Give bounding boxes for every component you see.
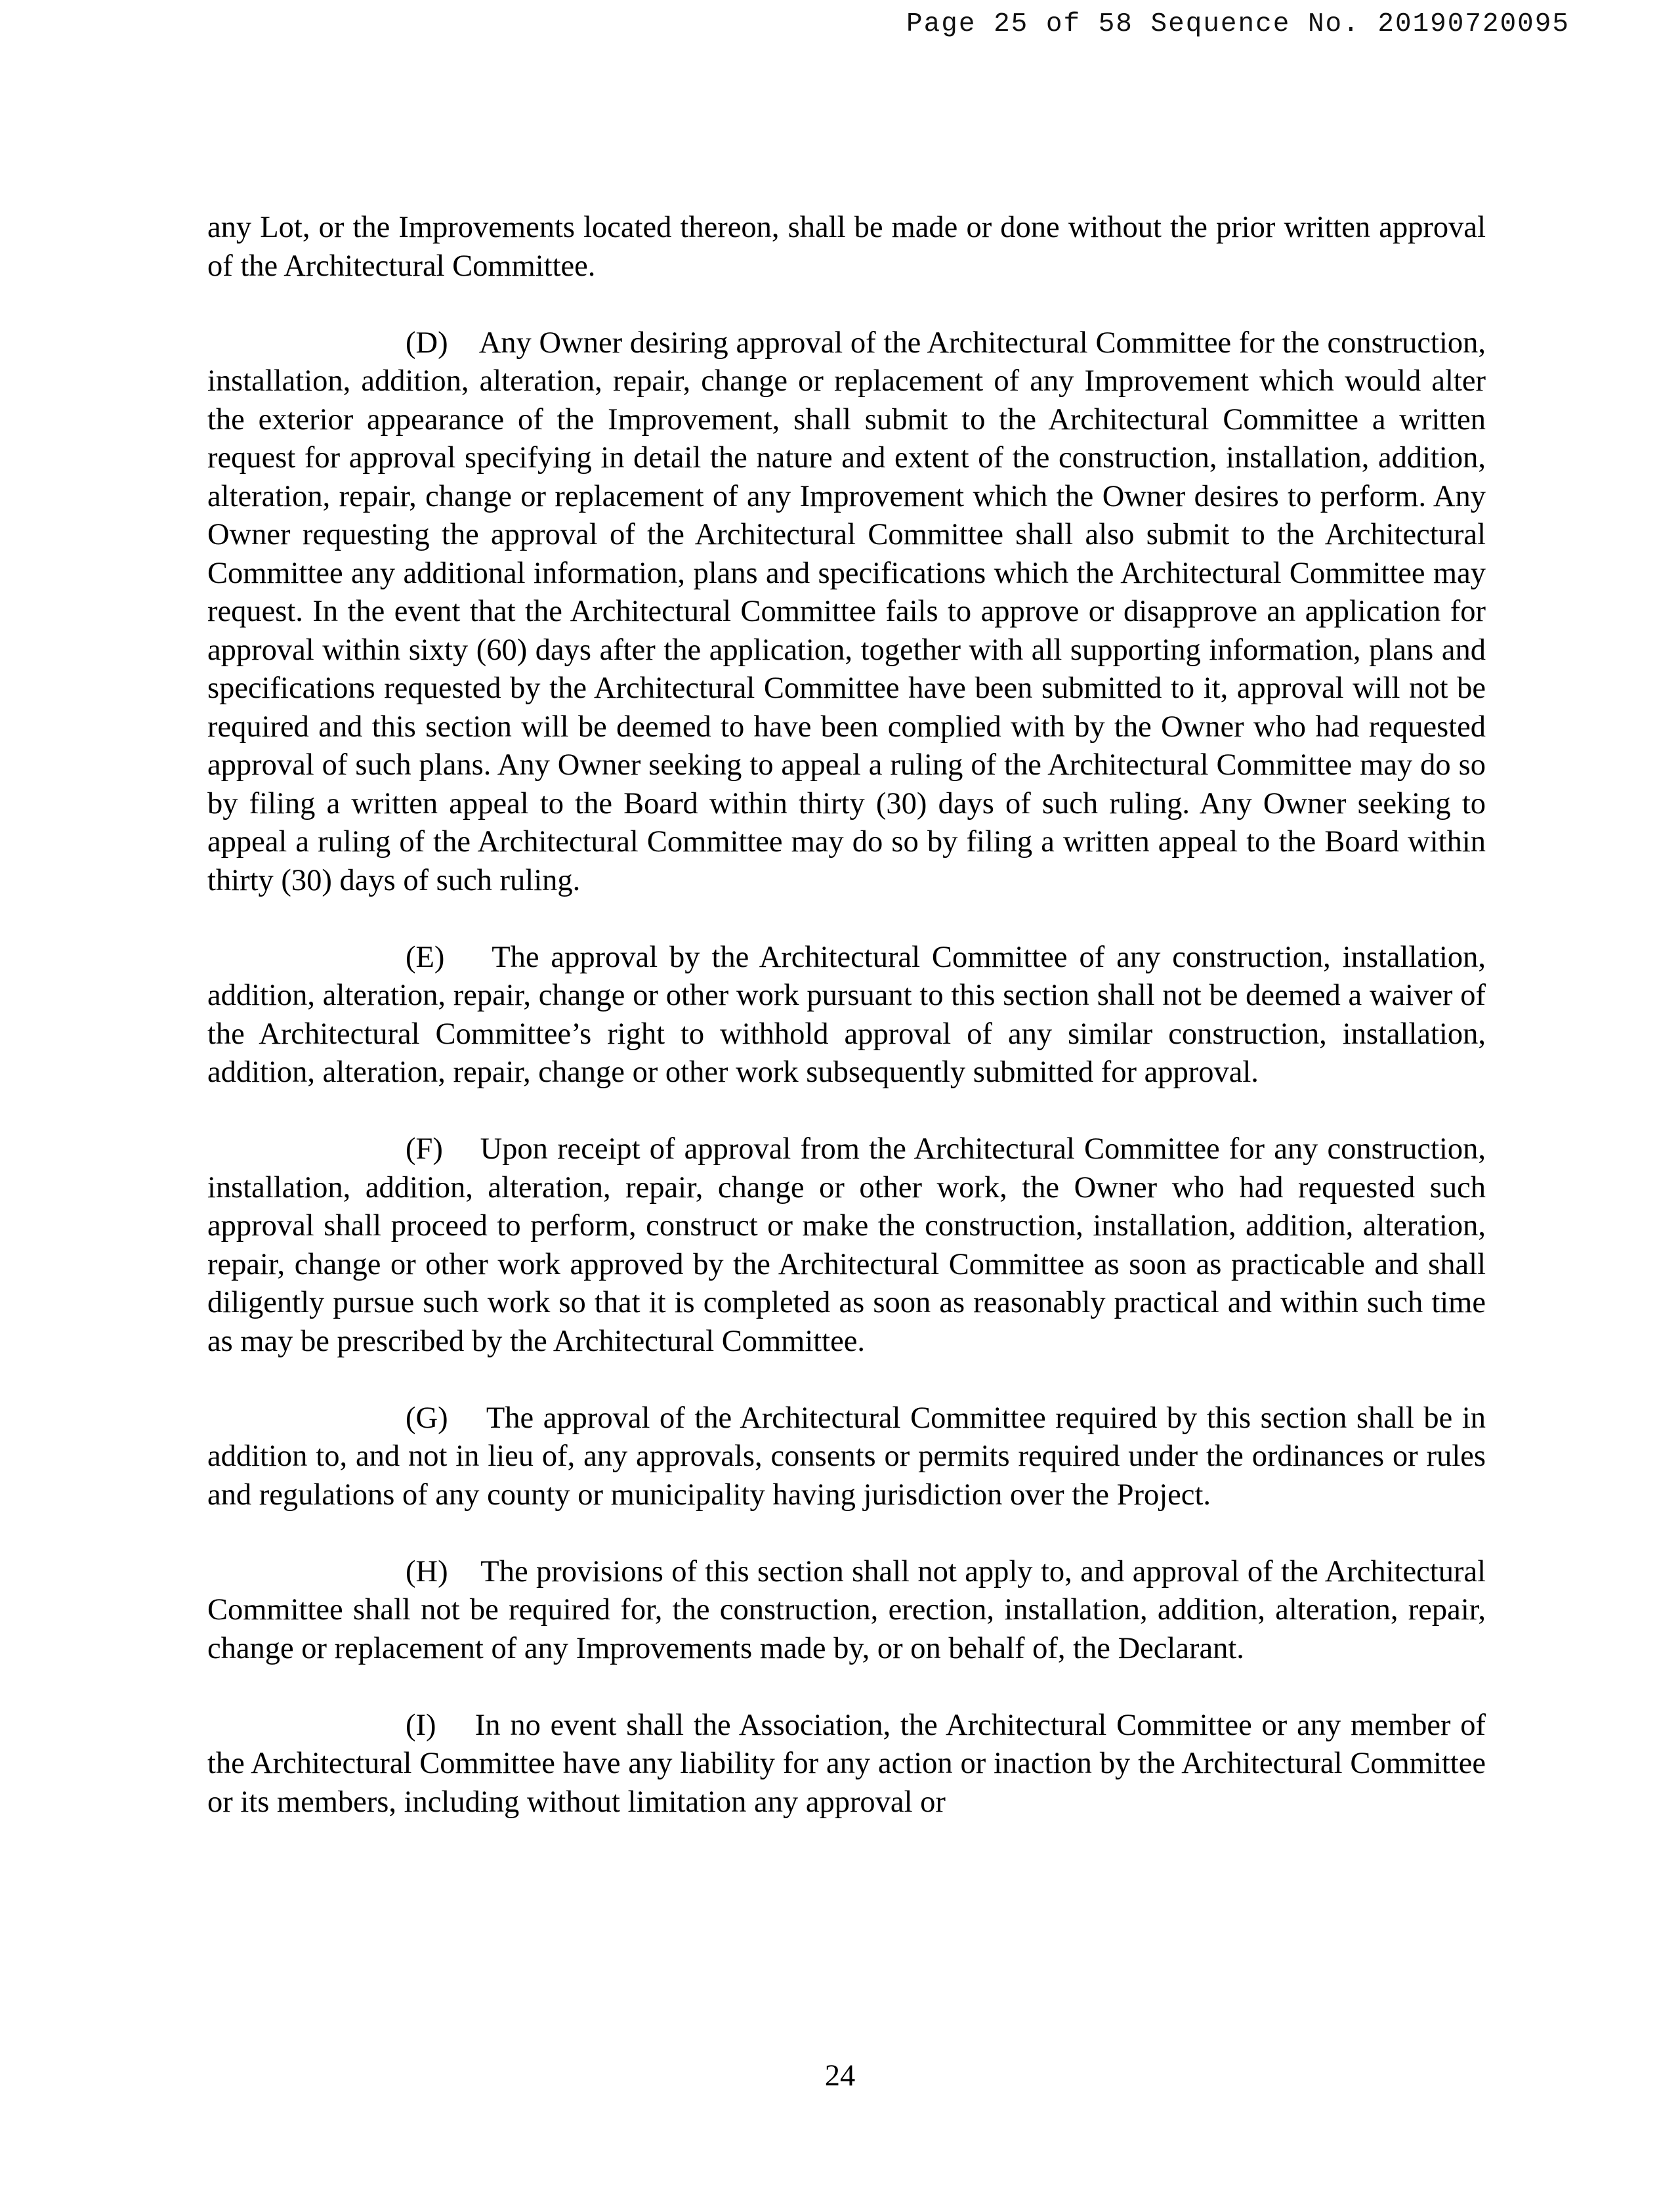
document-body bbox=[207, 209, 1486, 1860]
section-h-paragraph bbox=[207, 1553, 1486, 1669]
section-g-paragraph bbox=[207, 1399, 1486, 1515]
section-h-text: The provisions of this section shall not apply to, and approval of the Architectural Committee shall not be required for, the construction, erection, installation, addition, alteration, repair, change or replacement of any Improvements made by, or on behalf of, the Declarant. bbox=[207, 1554, 1486, 1665]
section-e-paragraph bbox=[207, 939, 1486, 1092]
section-d-paragraph bbox=[207, 324, 1486, 901]
section-g-label: (G) bbox=[406, 1401, 448, 1435]
section-h-label: (H) bbox=[406, 1554, 448, 1588]
section-g-text: The approval of the Architectural Committee required by this section shall be in addition to, and not in lieu of, any approvals, consents or permits required under the ordinances or rules and regulations of any county or municipality having jurisdiction over the Project. bbox=[207, 1401, 1486, 1512]
section-f-text: Upon receipt of approval from the Architectural Committee for any construction, installation, addition, alteration, repair, change or other work, the Owner who had requested such approval shall proceed to perform, construct or make the construction, installation, addition, alteration, repair, change or other work approved by the Architectural Committee as soon as practicable and shall diligently pursue such work so that it is completed as soon as reasonably practical and within such time as may be prescribed by the Architectural Committee. bbox=[207, 1132, 1486, 1358]
section-e-label: (E) bbox=[406, 940, 445, 974]
section-d-label: (D) bbox=[406, 326, 448, 360]
section-f-label: (F) bbox=[406, 1132, 443, 1166]
section-i-paragraph bbox=[207, 1707, 1486, 1822]
section-e-text: The approval by the Architectural Committee of any construction, installation, addition, alteration, repair, change or other work pursuant to this section shall not be deemed a waiver of the Architectural Committee’s right to withhold approval of any similar construction, installation, addition, alteration, repair, change or other work subsequently submitted for approval. bbox=[207, 940, 1486, 1089]
page-number: 24 bbox=[824, 2059, 856, 2093]
section-d-text: Any Owner desiring approval of the Architectural Committee for the construction, installation, addition, alteration, repair, change or replacement of any Improvement which would alter the exterior appearance of the Improvement, shall submit to the Architectural Committee a written request for approval specifying in detail the nature and extent of the construction, installation, addition, alteration, repair, change or replacement of any Improvement which the Owner desires to perform. Any Owner requesting the approval of the Architectural Committee shall also submit to the Architectural Committee any additional information, plans and specifications which the Architectural Committee may request. In the event that the Architectural Committee fails to approve or disapprove an application for approval within sixty (60) days after the application, together with all supporting information, plans and specifications requested by the Architectural Committee have been submitted to it, approval will not be required and this section will be deemed to have been complied with by the Owner who had requested approval of such plans. Any Owner seeking to appeal a ruling of the Architectural Committee may do so by filing a written appeal to the Board within thirty (30) days of such ruling. Any Owner seeking to appeal a ruling of the Architectural Committee may do so by filing a written appeal to the Board within thirty (30) days of such ruling. bbox=[207, 326, 1486, 897]
section-i-text: In no event shall the Association, the Architectural Committee or any member of the Architectural Committee have any liability for any action or inaction by the Architectural Committee or its members, including without limitation any approval or bbox=[207, 1708, 1486, 1819]
page-sequence-stamp: Page 25 of 58 Sequence No. 20190720095 bbox=[906, 9, 1570, 39]
section-f-paragraph bbox=[207, 1130, 1486, 1361]
intro-paragraph: any Lot, or the Improvements located thereon, shall be made or done without the prior written approval of the Architectural Committee. bbox=[207, 211, 1486, 283]
section-i-label: (I) bbox=[406, 1708, 436, 1742]
